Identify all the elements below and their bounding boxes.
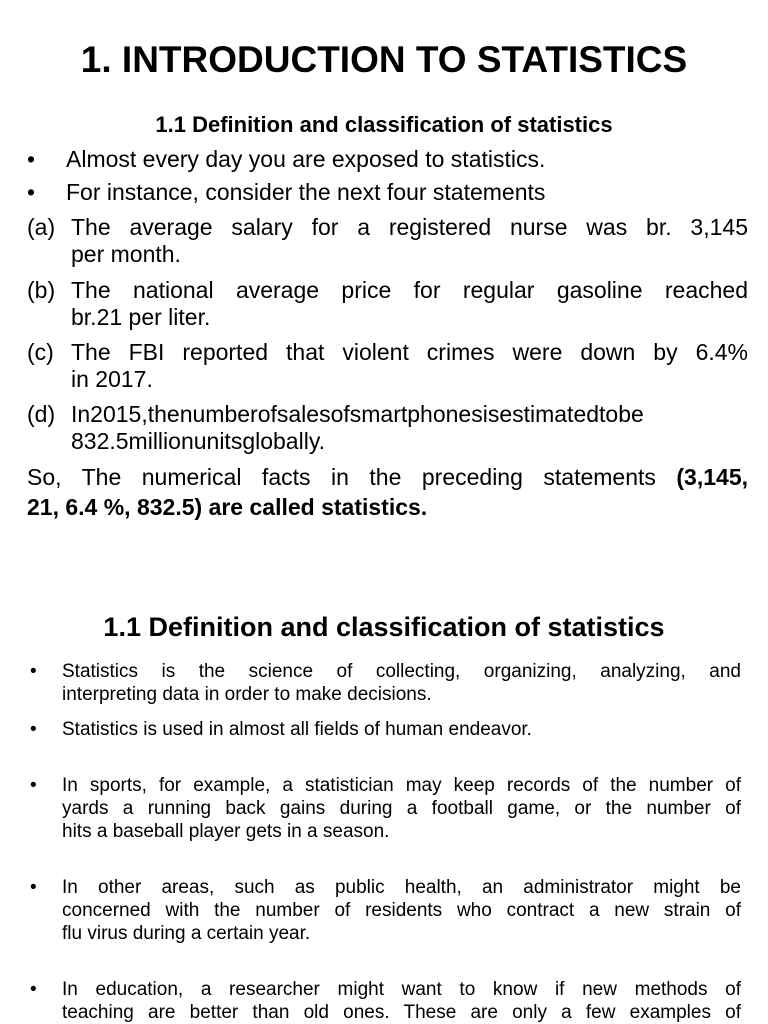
bullet-icon: • <box>30 661 37 682</box>
statement-a: (a) The average salary for a registered nurse was br. 3,145 per month. <box>27 214 748 267</box>
statement-d: (d) In2015,thenumberofsalesofsmartphonesisestimatedtobe 832.5millionunitsglobally. <box>27 401 644 454</box>
statement-label: (c) <box>27 339 54 365</box>
statement-label: (d) <box>27 401 56 427</box>
statement-b: (b) The national average price for regular gasoline reached br.21 per liter. <box>27 277 748 330</box>
slide-1: 1. INTRODUCTION TO STATISTICS 1.1 Definition and classification of statistics • Almost every day you are exposed to statistics. • For instance, consider the next four statements (a) The average salary for a registered nurse was br. 3,145 per month. (b) The national average price for regular gasoline reached br.21 per liter. (c) The FBI reported that violent crimes were down by 6.4% in 2017. (d) In2015,thenumberofsalesofsmartphonesisestimatedtobe 832.5millionunitsglobally. So, The numerical facts in the preceding statements (3,145, 21, 6.4 %, 832.5) are called statistics. <box>0 0 768 540</box>
bullet-icon: • <box>27 179 36 205</box>
bullet-item: • In sports, for example, a statistician may keep records of the number of yards a running back gains during a football game, or the number of hits a baseball player gets in a season. <box>30 775 741 842</box>
bullet-item: • Statistics is the science of collecting, organizing, analyzing, and interpreting data in order to make decisions. <box>30 661 741 705</box>
bullet-icon: • <box>30 979 37 1000</box>
bullet-item: • In other areas, such as public health, an administrator might be concerned with the number of residents who contract a new strain of flu virus during a certain year. <box>30 877 741 944</box>
bullet-icon: • <box>27 146 36 172</box>
summary-paragraph: So, The numerical facts in the preceding statements (3,145, 21, 6.4 %, 832.5) are called statistics. <box>27 464 748 520</box>
bullet-item: • Statistics is used in almost all fields of human endeavor. <box>30 719 532 740</box>
slide-2 <box>0 598 768 1024</box>
statement-label: (a) <box>27 214 56 240</box>
statement-c: (c) The FBI reported that violent crimes were down by 6.4% in 2017. <box>27 339 748 392</box>
statement-label: (b) <box>27 277 56 303</box>
bullet-icon: • <box>30 877 37 898</box>
bullet-item: • In education, a researcher might want to know if new methods of teaching are better than old ones. These are only a few examples of <box>30 979 741 1023</box>
section-subtitle: 1.1 Definition and classification of statistics <box>155 112 613 137</box>
bullet-icon: • <box>30 719 37 740</box>
page-title: 1. INTRODUCTION TO STATISTICS <box>80 39 688 80</box>
section-subtitle: 1.1 Definition and classification of statistics <box>103 612 665 642</box>
bullet-icon: • <box>30 775 37 796</box>
